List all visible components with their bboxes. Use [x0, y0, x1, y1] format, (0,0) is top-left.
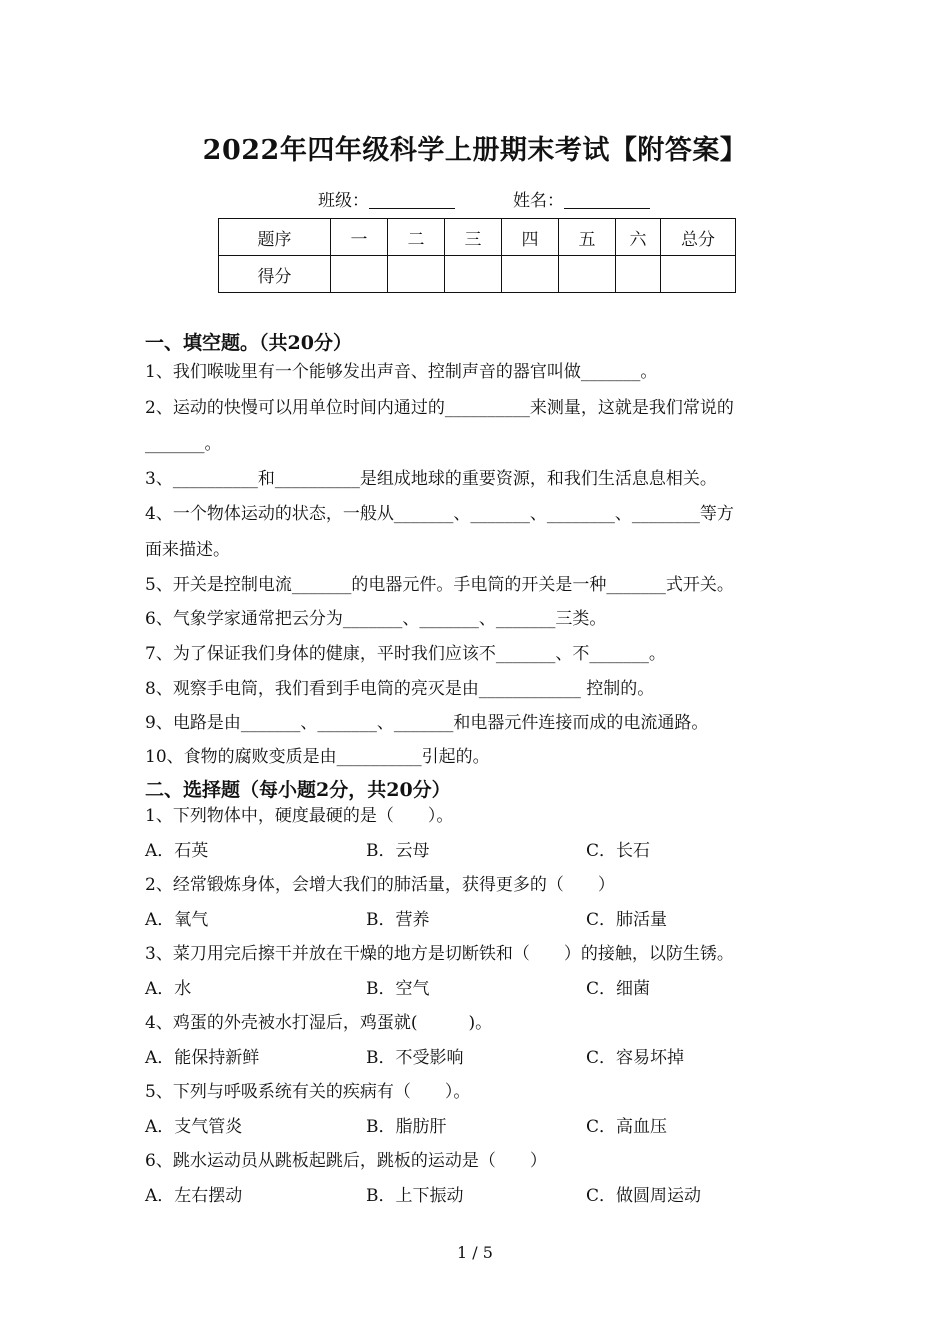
option-b[interactable]: B．不受影响 [366, 1048, 464, 1068]
option-a[interactable]: A．左右摆动 [145, 1186, 243, 1206]
fill-question: 2、运动的快慢可以用单位时间内通过的__________来测量，这就是我们常说的 [145, 398, 734, 418]
class-blank [369, 190, 455, 209]
header-cell: 一 [331, 219, 388, 256]
option-c[interactable]: C．做圆周运动 [586, 1186, 702, 1206]
header-cell: 四 [502, 219, 559, 256]
student-info [318, 186, 650, 211]
fill-question-continued: 面来描述。 [145, 540, 230, 560]
choice-question: 1、下列物体中，硬度最硬的是（ ）。 [145, 806, 454, 826]
score-cell[interactable] [331, 256, 388, 293]
option-c[interactable]: C．容易坏掉 [586, 1048, 685, 1068]
option-a[interactable]: A．支气管炎 [145, 1117, 243, 1137]
page-title: 2022年四年级科学上册期末考试【附答案】 [202, 135, 748, 166]
choice-question: 3、菜刀用完后擦干并放在干燥的地方是切断铁和（ ）的接触，以防生锈。 [145, 944, 734, 964]
header-cell: 三 [445, 219, 502, 256]
header-cell: 六 [616, 219, 661, 256]
header-cell: 二 [388, 219, 445, 256]
option-b[interactable]: B．脂肪肝 [366, 1117, 447, 1137]
fill-question: 5、开关是控制电流_______的电器元件。手电筒的开关是一种_______式开关。 [145, 575, 734, 595]
option-c[interactable]: C．肺活量 [586, 910, 668, 930]
choice-question: 2、经常锻炼身体，会增大我们的肺活量，获得更多的（ ） [145, 875, 615, 895]
score-cell[interactable] [559, 256, 616, 293]
option-c[interactable]: C．细菌 [586, 979, 651, 999]
option-a[interactable]: A．氧气 [145, 910, 209, 930]
section-heading: 二、选择题（每小题2分，共20分） [145, 779, 451, 801]
option-b[interactable]: B．云母 [366, 841, 430, 861]
fill-question: 4、一个物体运动的状态，一般从_______、_______、________、________等方 [145, 504, 734, 524]
choice-question: 6、跳水运动员从跳板起跳后，跳板的运动是（ ） [145, 1151, 547, 1171]
option-b[interactable]: B．上下振动 [366, 1186, 464, 1206]
section-heading: 一、填空题。（共20分） [145, 332, 352, 354]
fill-question: 7、为了保证我们身体的健康，平时我们应该不_______、不_______。 [145, 644, 666, 664]
fill-question: 3、__________和__________是组成地球的重要资源，和我们生活息息相关。 [145, 469, 717, 489]
header-cell: 题序 [219, 219, 331, 256]
score-cell[interactable] [616, 256, 661, 293]
score-cell[interactable] [388, 256, 445, 293]
fill-question: 9、电路是由_______、_______、_______和电器元件连接而成的电流通路。 [145, 713, 709, 733]
header-cell: 五 [559, 219, 616, 256]
option-a[interactable]: A．石英 [145, 841, 209, 861]
choice-question: 5、下列与呼吸系统有关的疾病有（ ）。 [145, 1082, 471, 1102]
option-c[interactable]: C．长石 [586, 841, 651, 861]
option-a[interactable]: A．能保持新鲜 [145, 1048, 260, 1068]
class-label: 班级： [318, 191, 369, 211]
score-value-row [219, 256, 736, 293]
option-b[interactable]: B．空气 [366, 979, 430, 999]
fill-question: 8、观察手电筒，我们看到手电筒的亮灭是由____________ 控制的。 [145, 679, 655, 699]
score-row-label: 得分 [219, 256, 331, 293]
choice-question: 4、鸡蛋的外壳被水打湿后，鸡蛋就( )。 [145, 1013, 493, 1033]
name-blank [564, 190, 650, 209]
option-a[interactable]: A．水 [145, 979, 192, 999]
score-table [218, 218, 736, 293]
name-label: 姓名： [513, 191, 564, 211]
page-number: 1 / 5 [457, 1243, 493, 1262]
score-cell[interactable] [502, 256, 559, 293]
option-c[interactable]: C．高血压 [586, 1117, 668, 1137]
fill-question: 10、食物的腐败变质是由__________引起的。 [145, 747, 490, 767]
score-cell[interactable] [661, 256, 736, 293]
fill-question: 6、气象学家通常把云分为_______、_______、_______三类。 [145, 609, 607, 629]
option-b[interactable]: B．营养 [366, 910, 430, 930]
score-cell[interactable] [445, 256, 502, 293]
fill-question: 1、我们喉咙里有一个能够发出声音、控制声音的器官叫做_______。 [145, 362, 658, 382]
score-header-row [219, 219, 736, 256]
header-cell: 总分 [661, 219, 736, 256]
fill-question-continued: _______。 [145, 434, 222, 454]
